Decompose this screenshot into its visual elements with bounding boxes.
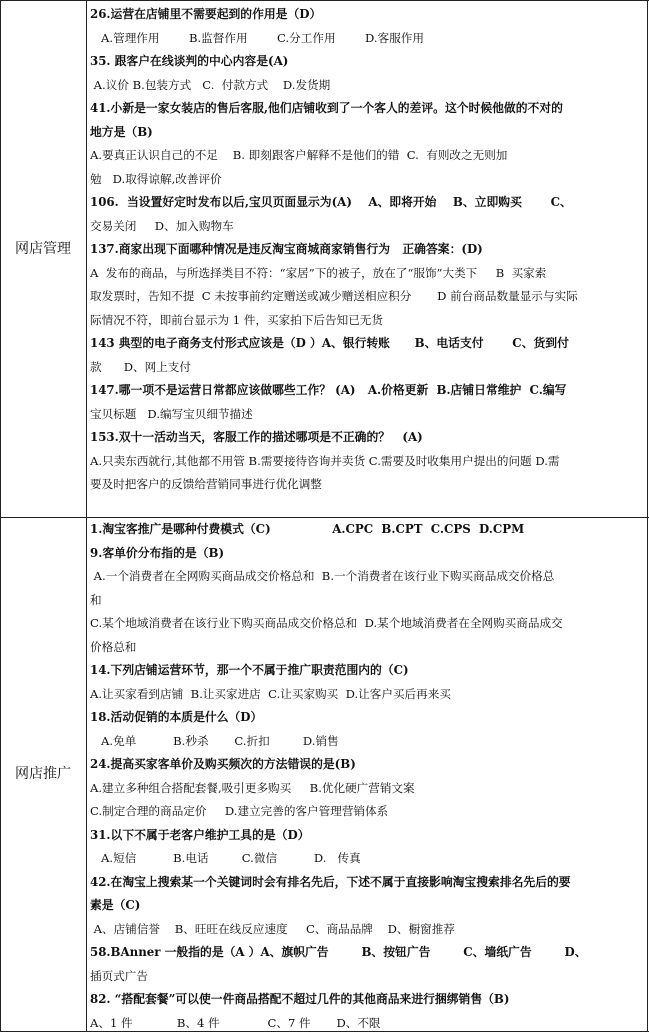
question-line: 137.商家出现下面哪种情况是违反淘宝商城商家销售行为 正确答案：(D) [90,238,642,262]
answer-option-line: 价格总和 [90,636,642,660]
answer-option-line: A.管理作用 B.监督作用 C.分工作用 D.客服作用 [90,27,642,51]
answer-option-line: A.一个消费者在全网购买商品成交价格总和 B.一个消费者在该行业下购买商品成交价格总 [90,565,642,589]
question-line: 31.以下不属于老客户维护工具的是（D） [90,824,642,848]
answer-option-line: 款 D、网上支付 [90,356,642,380]
question-line: 26.运营在店铺里不需要起到的作用是（D） [90,3,642,27]
answer-option-line: A.议价 B.包装方式 C. 付款方式 D.发货期 [90,74,642,98]
answer-option-line: 勉 D.取得谅解,改善评价 [90,168,642,192]
answer-option-line: C.制定合理的商品定价 D.建立完善的客户管理营销体系 [90,800,642,824]
question-line: 82. “搭配套餐”可以使一件商品搭配不超过几件的其他商品来进行捆绑销售（B) [90,988,642,1012]
answer-option-line: A 发布的商品，与所选择类目不符：“家居”下的被子，放在了“服饰”大类下 B 买家索 [90,262,642,286]
category-label-shop-management: 网店管理 [1,240,85,258]
answer-option-line: 取发票时，告知不提 C 未按事前约定赠送或减少赠送相应积分 D 前台商品数量显示与实际 [90,285,642,309]
question-line: 42.在淘宝上搜索某一个关键词时会有排名先后，下述不属于直接影响淘宝搜索排名先后的要 [90,871,642,895]
table-right-border [647,0,648,1032]
answer-option-line: 插页式广告 [90,965,642,989]
answer-option-line: 宝贝标题 D.编写宝贝细节描述 [90,403,642,427]
question-line: 素是（C) [90,894,642,918]
answer-option-line: 要及时把客户的反馈给营销同事进行优化调整 [90,473,642,497]
question-line: 9.客单价分布指的是（B) [90,542,642,566]
answer-option-line: A.让买家看到店铺 B.让买家进店 C.让买家购买 D.让客户买后再来买 [90,683,642,707]
table-left-border [0,0,1,1032]
answer-option-line: 和 [90,589,642,613]
section-shop-management-questions [90,3,642,497]
question-line: 1.淘宝客推广是哪种付费模式（C) A.CPC B.CPT C.CPS D.CPM [90,518,642,542]
question-line: 143 典型的电子商务支付形式应该是（D ）A、银行转账 B、电话支付 C、货到付 [90,332,642,356]
question-line: 106. 当设置好定时发布以后,宝贝页面显示为(A) A、即将开始 B、立即购买 C、 [90,191,642,215]
answer-option-line: A.只卖东西就行,其他都不用管 B.需要接待咨询并卖货 C.需要及时收集用户提出的问题 D.需 [90,450,642,474]
category-label-shop-promotion: 网店推广 [1,765,85,783]
answer-option-line: A.短信 B.电话 C.微信 D. 传真 [90,847,642,871]
question-line: 58.BAnner 一般指的是（A ）A、旗帜广告 B、按钮广告 C、墙纸广告 D、 [90,941,642,965]
table-top-border [0,0,649,1]
question-line: 地方是（B) [90,121,642,145]
question-line: 24.提高买家客单价及购买频次的方法错误的是(B) [90,753,642,777]
answer-option-line: 交易关闭 D、加入购物车 [90,215,642,239]
answer-option-line: A.建立多种组合搭配套餐,吸引更多购买 B.优化硬广营销文案 [90,777,642,801]
question-line: 35. 跟客户在线谈判的中心内容是(A) [90,50,642,74]
section-shop-promotion-questions [90,518,642,1035]
answer-option-line: 际情况不符，即前台显示为 1 件，买家拍下后告知已无货 [90,309,642,333]
question-line: 18.活动促销的本质是什么（D） [90,706,642,730]
question-line: 14.下列店铺运营环节，那一个不属于推广职责范围内的（C) [90,659,642,683]
question-line: 41.小新是一家女装店的售后客服,他们店铺收到了一个客人的差评。这个时候他做的不对的 [90,97,642,121]
answer-option-line: A、店铺信誉 B、旺旺在线反应速度 C、商品品牌 D、橱窗推荐 [90,918,642,942]
answer-option-line: A.要真正认识自己的不足 B. 即刻跟客户解释不是他们的错 C. 有则改之无则加 [90,144,642,168]
answer-option-line: C.某个地域消费者在该行业下购买商品成交价格总和 D.某个地域消费者在全网购买商品成交 [90,612,642,636]
answer-option-line: A.免单 B.秒杀 C.折扣 D.销售 [90,730,642,754]
question-line: 153.双十一活动当天，客服工作的描述哪项是不正确的？ (A) [90,426,642,450]
answer-option-line: A、1 件 B、4 件 C、7 件 D、不限 [90,1012,642,1035]
question-line: 147.哪一项不是运营日常都应该做哪些工作？ (A) A.价格更新 B.店铺日常维护 C.编写 [90,379,642,403]
table-column-divider [86,0,87,1032]
